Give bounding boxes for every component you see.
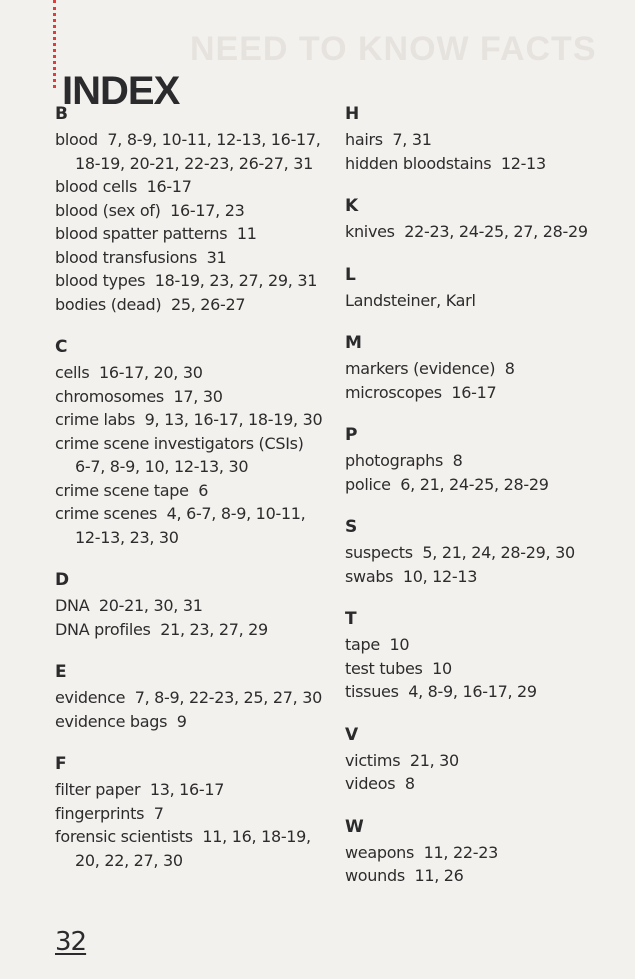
index-entry	[345, 680, 625, 704]
index-term: DNA profiles	[55, 619, 151, 639]
index-entry	[55, 710, 340, 734]
index-term: police	[345, 474, 391, 494]
index-term: blood types	[55, 271, 146, 290]
index-term: chromosomes	[55, 386, 164, 406]
section-letter: V	[345, 724, 359, 745]
index-pages: 9	[176, 711, 187, 731]
section-letter: D	[55, 570, 70, 590]
index-column-left	[55, 104, 340, 872]
index-column-right	[345, 104, 625, 888]
index-entry	[55, 408, 340, 432]
section-gap	[345, 796, 625, 817]
index-entry	[345, 864, 625, 888]
index-pages: 11, 22-23	[423, 842, 498, 862]
index-term: forensic scientists	[55, 827, 193, 846]
index-entry	[345, 449, 625, 473]
index-entry	[345, 565, 625, 589]
index-pages: 8	[452, 451, 463, 470]
index-entry	[55, 128, 340, 175]
index-term: evidence bags	[55, 711, 168, 731]
index-term: tape	[345, 635, 380, 654]
index-pages: 6	[198, 480, 209, 500]
section-letter: B	[55, 104, 68, 124]
index-entry	[55, 502, 340, 549]
index-term: wounds	[345, 866, 405, 885]
index-entry	[345, 841, 625, 865]
index-term: swabs	[345, 566, 394, 586]
red-dotted-rule	[53, 0, 56, 88]
index-entry	[345, 657, 625, 681]
section-gap	[345, 496, 625, 517]
index-pages: 7, 31	[392, 130, 432, 149]
index-pages: 31	[206, 247, 227, 267]
section-letter: H	[345, 104, 360, 124]
index-entry	[55, 269, 340, 293]
index-term: photographs	[345, 451, 444, 470]
index-term: blood cells	[55, 177, 137, 196]
index-entry	[345, 289, 625, 313]
index-pages: 21, 23, 27, 29	[160, 619, 268, 639]
index-entry	[345, 381, 625, 405]
index-pages: 8	[504, 359, 515, 378]
index-entry	[345, 749, 625, 773]
index-term: knives	[345, 222, 395, 241]
index-pages: 13, 16-17	[149, 780, 225, 799]
index-entry	[55, 432, 340, 479]
page-title: INDEX	[62, 68, 180, 113]
index-pages: 25, 26-27	[170, 294, 246, 314]
index-term: blood	[55, 130, 98, 149]
index-pages: 5, 21, 24, 28-29, 30	[422, 543, 575, 562]
section-gap	[55, 733, 340, 754]
section-gap	[55, 316, 340, 337]
index-pages: 7	[153, 803, 164, 823]
index-term: cells	[55, 363, 90, 382]
index-entry	[55, 479, 340, 503]
index-pages: 11, 16, 18-19,	[202, 827, 311, 846]
section-gap	[345, 175, 625, 196]
section-gap	[345, 404, 625, 425]
section-gap	[345, 588, 625, 609]
page-number: 32	[55, 927, 87, 957]
index-term: videos	[345, 774, 396, 793]
index-term: blood (sex of)	[55, 200, 161, 220]
section-gap	[345, 244, 625, 265]
section-letter: L	[345, 264, 356, 285]
index-pages: 7, 8-9, 10-11, 12-13, 16-17,	[107, 130, 321, 149]
index-entry	[55, 778, 340, 802]
index-pages: 8	[404, 774, 415, 793]
section-gap	[345, 312, 625, 333]
index-term: crime labs	[55, 410, 136, 429]
index-pages-continued: 20, 22, 27, 30	[75, 850, 183, 870]
index-pages: 20-21, 30, 31	[98, 596, 203, 615]
section-letter: F	[55, 754, 67, 774]
index-pages: 4, 8-9, 16-17, 29	[408, 682, 537, 701]
index-term: microscopes	[345, 382, 442, 402]
index-term: crime scene tape	[55, 480, 189, 500]
index-entry	[55, 825, 340, 872]
index-term: evidence	[55, 688, 126, 707]
index-pages: 16-17	[146, 177, 192, 196]
section-letter: S	[345, 517, 358, 537]
index-pages-continued: 12-13, 23, 30	[75, 527, 179, 547]
index-pages-continued: 6-7, 8-9, 10, 12-13, 30	[75, 457, 249, 476]
index-entry	[345, 772, 625, 796]
index-pages: 22-23, 24-25, 27, 28-29	[404, 222, 588, 241]
index-pages: 16-17, 20, 30	[98, 363, 203, 382]
index-pages: 10, 12-13	[402, 566, 478, 586]
index-pages: 17, 30	[173, 386, 223, 406]
index-entry	[55, 686, 340, 710]
index-entry	[55, 594, 340, 618]
index-entry	[55, 361, 340, 385]
index-entry	[345, 633, 625, 657]
index-pages: 12-13	[500, 153, 546, 173]
section-gap	[55, 641, 340, 662]
index-term: DNA	[55, 596, 90, 615]
section-letter: P	[345, 425, 358, 445]
index-pages: 9, 13, 16-17, 18-19, 30	[144, 410, 323, 429]
show-through-heading: NEED TO KNOW FACTS	[190, 30, 597, 68]
index-entry	[345, 152, 625, 176]
section-letter: T	[345, 609, 357, 629]
index-term: crime scenes	[55, 504, 158, 523]
index-term: suspects	[345, 543, 413, 562]
index-term: blood spatter patterns	[55, 224, 228, 243]
section-letter: C	[55, 337, 68, 357]
index-pages: 10	[389, 635, 410, 654]
section-gap	[345, 704, 625, 725]
index-term: markers (evidence)	[345, 359, 496, 378]
index-term: weapons	[345, 842, 415, 862]
section-letter: K	[345, 196, 359, 216]
index-pages: 16-17, 23	[170, 200, 245, 220]
index-entry	[55, 199, 340, 223]
section-letter: M	[345, 333, 362, 353]
index-term: Landsteiner, Karl	[345, 290, 476, 310]
index-entry	[345, 128, 625, 152]
index-term: bodies (dead)	[55, 294, 162, 314]
index-entry	[55, 222, 340, 246]
index-pages: 11, 26	[414, 866, 464, 885]
index-term: hairs	[345, 130, 383, 149]
index-term: crime scene investigators (CSIs)	[55, 433, 304, 453]
index-pages: 10	[432, 658, 452, 678]
index-term: blood transfusions	[55, 247, 197, 267]
index-entry	[345, 541, 625, 565]
index-pages: 18-19, 23, 27, 29, 31	[154, 271, 318, 290]
index-pages: 6, 21, 24-25, 28-29	[400, 474, 549, 494]
index-entry	[345, 220, 625, 244]
index-entry	[55, 175, 340, 199]
index-pages: 7, 8-9, 22-23, 25, 27, 30	[134, 688, 322, 707]
index-term: tissues	[345, 682, 399, 701]
index-term: fingerprints	[55, 803, 145, 823]
index-entry	[55, 246, 340, 270]
index-term: hidden bloodstains	[345, 153, 492, 173]
section-letter: W	[345, 816, 364, 837]
index-pages-continued: 18-19, 20-21, 22-23, 26-27, 31	[75, 153, 314, 173]
index-entry	[345, 473, 625, 497]
index-term: filter paper	[55, 780, 141, 799]
index-entry	[345, 357, 625, 381]
index-entry	[55, 802, 340, 826]
section-gap	[55, 549, 340, 570]
index-entry	[55, 385, 340, 409]
index-pages: 11	[236, 224, 257, 243]
index-pages: 16-17	[451, 382, 497, 402]
index-pages: 4, 6-7, 8-9, 10-11,	[166, 504, 306, 523]
index-term: victims	[345, 750, 401, 770]
section-letter: E	[55, 662, 67, 682]
index-term: test tubes	[345, 658, 423, 678]
index-pages: 21, 30	[409, 750, 459, 770]
index-entry	[55, 618, 340, 642]
index-entry	[55, 293, 340, 317]
